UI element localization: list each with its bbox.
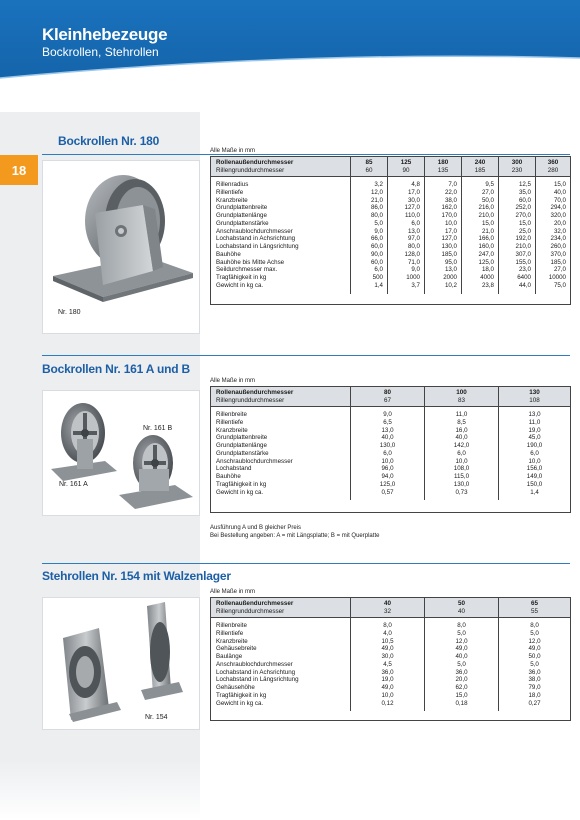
table-cell: 130,0 (441, 243, 457, 251)
table-cell: 8,0 (530, 622, 539, 630)
product-photo-180 (42, 160, 200, 334)
table-cell: 110,0 (404, 212, 420, 220)
units-note: Alle Maße in mm (210, 589, 256, 595)
table-cell: 8,0 (383, 622, 392, 630)
table-cell: Gewicht in kg ca. (216, 488, 264, 496)
table-cell: 10,0 (444, 219, 457, 227)
table-cell: 1,4 (374, 281, 383, 289)
table-body (211, 618, 570, 711)
table-body (211, 177, 570, 294)
table-cell: 70,0 (553, 196, 566, 204)
table-cell: 40,0 (553, 188, 566, 196)
table-cell: 40,0 (381, 434, 394, 442)
table-cell: Gewicht in kg ca. (216, 699, 264, 707)
table-cell: Lochabstand in Achsrichtung (216, 668, 296, 676)
table-cell: 370,0 (550, 250, 566, 258)
table-cell: 62,0 (455, 684, 468, 692)
table-cell: 60,0 (370, 258, 383, 266)
table-cell: 270,0 (515, 212, 531, 220)
table-cell: 25,0 (518, 227, 531, 235)
table-cell: 156,0 (526, 465, 543, 473)
table-header-labels (211, 598, 350, 617)
section-title: Bockrollen Nr. 161 A und B (42, 362, 190, 376)
table-cell: Kranzbreite (216, 196, 248, 204)
table-cell: 12,5 (518, 181, 531, 189)
value-column (498, 407, 570, 500)
table-cell: 13,0 (381, 426, 394, 434)
row-labels (211, 618, 350, 711)
table-cell: 79,0 (528, 684, 541, 692)
header-label-outer: Rollenaußendurchmesser (216, 159, 294, 166)
page-number-tab: 18 (0, 155, 38, 185)
table-cell: 10,2 (444, 281, 457, 289)
column-header: 50 40 (424, 598, 498, 617)
value-column (350, 618, 424, 711)
photo-caption: Nr. 180 (58, 309, 81, 316)
table-cell: 320,0 (550, 212, 566, 220)
table-cell: Rillentiefe (216, 188, 244, 196)
table-cell: 12,0 (370, 188, 383, 196)
table-cell: Tragfähigkeit in kg (216, 274, 267, 282)
value-column (350, 407, 424, 500)
table-cell: 4,5 (383, 660, 392, 668)
table-cell: Bauhöhe (216, 250, 241, 258)
table-header-labels (211, 157, 350, 176)
table-cell: 150,0 (526, 480, 543, 488)
value-column (461, 177, 498, 294)
table-header (211, 387, 570, 407)
table-cell: 75,0 (553, 281, 566, 289)
value-column (424, 177, 461, 294)
header-swoosh (0, 52, 580, 112)
table-header-labels (211, 387, 350, 406)
table-cell: 10,0 (381, 691, 394, 699)
value-column (498, 177, 535, 294)
column-header: 65 55 (498, 598, 570, 617)
table-cell: 160,0 (478, 243, 494, 251)
table-cell: 96,0 (381, 465, 394, 473)
table-cell: 162,0 (441, 204, 457, 212)
table-cell: 6,5 (383, 418, 392, 426)
stehrolle-154-image (43, 598, 201, 731)
table-cell: 127,0 (441, 235, 457, 243)
table-cell: 234,0 (550, 235, 566, 243)
section-rule (42, 563, 570, 564)
table-cell: 17,0 (407, 188, 420, 196)
table-header (211, 157, 570, 177)
value-column (535, 177, 570, 294)
table-cell: 35,0 (518, 188, 531, 196)
table-cell: 50,0 (528, 653, 541, 661)
table-cell: 32,0 (553, 227, 566, 235)
table-cell: 3,7 (411, 281, 420, 289)
table-cell: 192,0 (515, 235, 531, 243)
table-cell: Rillentiefe (216, 418, 244, 426)
table-cell: 190,0 (526, 442, 543, 450)
table-cell: Rillentiefe (216, 629, 244, 637)
table-cell: 5,0 (457, 629, 466, 637)
table-cell: Baulänge (216, 653, 243, 661)
table-cell: 166,0 (478, 235, 494, 243)
spec-table-180 (210, 156, 571, 305)
table-cell: 36,0 (528, 668, 541, 676)
header-label-inner: Rillengrunddurchmesser (216, 396, 285, 404)
table-cell: 38,0 (528, 676, 541, 684)
table-cell: 80,0 (407, 243, 420, 251)
table-cell: Kranzbreite (216, 637, 248, 645)
table-cell: 80,0 (370, 212, 383, 220)
table-cell: 71,0 (407, 258, 420, 266)
table-cell: 210,0 (515, 243, 531, 251)
table-cell: 125,0 (478, 258, 494, 266)
table-cell: 60,0 (518, 196, 531, 204)
table-cell: Lochabstand in Längsrichtung (216, 243, 299, 251)
table-header (211, 598, 570, 618)
table-cell: Gewicht in kg ca. (216, 281, 264, 289)
table-cell: 94,0 (381, 473, 394, 481)
table-cell: 40,0 (455, 653, 468, 661)
table-cell: 49,0 (381, 645, 394, 653)
table-cell: 15,0 (518, 219, 531, 227)
column-header: 360 280 (535, 157, 570, 176)
table-cell: 36,0 (381, 668, 394, 676)
table-cell: 8,0 (457, 622, 466, 630)
table-cell: 40,0 (455, 434, 468, 442)
table-cell: 60,0 (370, 243, 383, 251)
table-cell: Lochabstand (216, 465, 252, 473)
value-column (498, 618, 570, 711)
table-cell: 0,27 (528, 699, 541, 707)
table-cell: 252,0 (515, 204, 531, 212)
table-cell: Rillenradius (216, 181, 249, 189)
table-cell: Grundplattenlänge (216, 212, 267, 220)
table-cell: 19,0 (528, 426, 541, 434)
table-cell: 12,0 (455, 637, 468, 645)
table-cell: Lochabstand in Achsrichtung (216, 235, 296, 243)
table-cell: 20,0 (455, 676, 468, 684)
table-cell: 142,0 (453, 442, 470, 450)
column-header: 40 32 (350, 598, 424, 617)
table-cell: 9,0 (374, 227, 383, 235)
table-cell: 95,0 (444, 258, 457, 266)
note-line-2: Bei Bestellung angeben: A = mit Längsplatte; B = mit Querplatte (210, 532, 380, 539)
table-cell: 6,0 (374, 266, 383, 274)
table-cell: 6,0 (457, 449, 466, 457)
table-cell: Gehäusehöhe (216, 684, 255, 692)
column-header: 100 83 (424, 387, 498, 406)
table-cell: 23,8 (481, 281, 494, 289)
table-cell: 17,0 (444, 227, 457, 235)
table-cell: Bauhöhe bis Mitte Achse (216, 258, 285, 266)
table-cell: 155,0 (515, 258, 531, 266)
table-cell: 125,0 (379, 480, 396, 488)
column-header: 300 230 (498, 157, 535, 176)
page-title: Kleinhebezeuge (42, 25, 168, 44)
table-cell: 15,0 (481, 219, 494, 227)
table-cell: Anschraublochdurchmesser (216, 227, 293, 235)
table-cell: 13,0 (444, 266, 457, 274)
header-label-outer: Rollenaußendurchmesser (216, 600, 294, 607)
table-cell: 115,0 (453, 473, 470, 481)
table-cell: 30,0 (407, 196, 420, 204)
table-cell: 247,0 (478, 250, 494, 258)
table-cell: 5,0 (457, 660, 466, 668)
table-cell: Rillenbreite (216, 622, 247, 630)
table-cell: Grundplattenlänge (216, 442, 267, 450)
table-cell: 13,0 (528, 411, 541, 419)
table-cell: 1000 (406, 274, 420, 282)
table-cell: 10000 (548, 274, 566, 282)
table-cell: Bauhöhe (216, 473, 241, 481)
table-cell: 5,0 (530, 660, 539, 668)
table-cell: 4000 (480, 274, 494, 282)
table-cell: 49,0 (381, 684, 394, 692)
table-cell: 16,0 (455, 426, 468, 434)
table-cell: 10,5 (381, 637, 394, 645)
table-body (211, 407, 570, 500)
section-title: Stehrollen Nr. 154 mit Walzenlager (42, 569, 231, 583)
table-cell: 216,0 (478, 204, 494, 212)
table-cell: Kranzbreite (216, 426, 248, 434)
table-cell: 307,0 (515, 250, 531, 258)
table-cell: Seildurchmesser max. (216, 266, 278, 274)
note-line-1: Ausführung A und B gleicher Preis (210, 525, 302, 531)
table-cell: Tragfähigkeit in kg (216, 480, 267, 488)
table-cell: Anschraublochdurchmesser (216, 457, 293, 465)
table-cell: 15,0 (455, 691, 468, 699)
table-cell: 6400 (517, 274, 531, 282)
table-cell: 9,0 (383, 411, 392, 419)
table-cell: Anschraublochdurchmesser (216, 660, 293, 668)
table-cell: 3,2 (374, 181, 383, 189)
section-title: Bockrollen Nr. 180 (58, 134, 160, 148)
table-cell: 294,0 (550, 204, 566, 212)
table-cell: Grundplattenstärke (216, 449, 269, 457)
table-cell: 10,0 (528, 457, 541, 465)
table-cell: 50,0 (481, 196, 494, 204)
table-cell: 185,0 (550, 258, 566, 266)
photo-caption: Nr. 154 (145, 714, 168, 721)
table-cell: 260,0 (550, 243, 566, 251)
table-cell: 4,8 (411, 181, 420, 189)
table-cell: 7,0 (448, 181, 457, 189)
table-cell: 9,0 (411, 266, 420, 274)
table-cell: 8,5 (457, 418, 466, 426)
product-photo-154 (42, 597, 200, 730)
table-cell: 66,0 (370, 235, 383, 243)
spec-table-154 (210, 597, 571, 721)
table-cell: Tragfähigkeit in kg (216, 691, 267, 699)
column-header: 130 108 (498, 387, 570, 406)
table-cell: 22,0 (444, 188, 457, 196)
table-cell: 127,0 (404, 204, 420, 212)
table-cell: 49,0 (528, 645, 541, 653)
table-cell: 30,0 (381, 653, 394, 661)
value-column (424, 407, 498, 500)
bockrolle-161-image (43, 391, 201, 517)
table-cell: 12,0 (528, 637, 541, 645)
table-cell: 13,0 (407, 227, 420, 235)
table-cell: 128,0 (404, 250, 420, 258)
table-cell: 90,0 (370, 250, 383, 258)
table-cell: 15,0 (553, 181, 566, 189)
table-cell: 0,12 (381, 699, 394, 707)
photo-caption-a: Nr. 161 A (59, 481, 88, 488)
table-cell: Gehäusebreite (216, 645, 257, 653)
table-cell: 1,4 (530, 488, 539, 496)
table-cell: 0,73 (455, 488, 468, 496)
column-header: 85 60 (350, 157, 387, 176)
table-cell: 23,0 (518, 266, 531, 274)
table-cell: 2000 (443, 274, 457, 282)
table-cell: 21,0 (370, 196, 383, 204)
value-column (350, 177, 387, 294)
table-cell: 108,0 (453, 465, 470, 473)
spec-table-161 (210, 386, 571, 513)
column-header: 125 90 (387, 157, 424, 176)
table-cell: 5,0 (530, 629, 539, 637)
header-banner (0, 0, 580, 78)
table-cell: 11,0 (455, 411, 468, 419)
note-text (210, 525, 379, 540)
table-cell: 210,0 (478, 212, 494, 220)
table-cell: 130,0 (453, 480, 470, 488)
table-cell: Lochabstand in Längsrichtung (216, 676, 299, 684)
table-cell: 27,0 (481, 188, 494, 196)
header-label-inner: Rillengrunddurchmesser (216, 607, 285, 615)
table-cell: 18,0 (481, 266, 494, 274)
table-cell: 86,0 (370, 204, 383, 212)
units-note: Alle Maße in mm (210, 148, 256, 154)
table-cell: 11,0 (528, 418, 541, 426)
column-header: 180 135 (424, 157, 461, 176)
header-label-outer: Rollenaußendurchmesser (216, 389, 294, 396)
table-cell: Grundplattenstärke (216, 219, 269, 227)
table-cell: Rillenbreite (216, 411, 247, 419)
table-cell: 130,0 (379, 442, 396, 450)
table-cell: 9,5 (485, 181, 494, 189)
table-cell: 5,0 (374, 219, 383, 227)
table-cell: 18,0 (528, 691, 541, 699)
table-cell: 0,57 (381, 488, 394, 496)
units-note: Alle Maße in mm (210, 378, 256, 384)
table-cell: 21,0 (481, 227, 494, 235)
table-cell: 20,0 (553, 219, 566, 227)
value-column (424, 618, 498, 711)
table-cell: 97,0 (407, 235, 420, 243)
table-cell: 10,0 (381, 457, 394, 465)
table-cell: Grundplattenbreite (216, 434, 268, 442)
table-cell: 4,0 (383, 629, 392, 637)
table-cell: 38,0 (444, 196, 457, 204)
photo-caption-b: Nr. 161 B (143, 425, 173, 432)
table-cell: 6,0 (411, 219, 420, 227)
table-cell: 0,18 (455, 699, 468, 707)
table-cell: 19,0 (381, 676, 394, 684)
section-rule (42, 154, 570, 155)
table-cell: 49,0 (455, 645, 468, 653)
table-cell: 170,0 (441, 212, 457, 220)
header-label-inner: Rillengrunddurchmesser (216, 166, 285, 174)
table-cell: 500 (372, 274, 383, 282)
table-cell: 36,0 (455, 668, 468, 676)
row-labels (211, 177, 350, 294)
column-header: 80 67 (350, 387, 424, 406)
table-cell: 185,0 (441, 250, 457, 258)
table-cell: 27,0 (553, 266, 566, 274)
table-cell: 44,0 (518, 281, 531, 289)
table-cell: 45,0 (528, 434, 541, 442)
row-labels (211, 407, 350, 500)
section-rule (42, 355, 570, 356)
table-cell: 149,0 (526, 473, 543, 481)
table-cell: Grundplattenbreite (216, 204, 268, 212)
table-cell: 6,0 (383, 449, 392, 457)
product-photo-161 (42, 390, 200, 516)
page-subtitle: Bockrollen, Stehrollen (42, 45, 159, 59)
column-header: 240 185 (461, 157, 498, 176)
value-column (387, 177, 424, 294)
table-cell: 10,0 (455, 457, 468, 465)
table-cell: 6,0 (530, 449, 539, 457)
